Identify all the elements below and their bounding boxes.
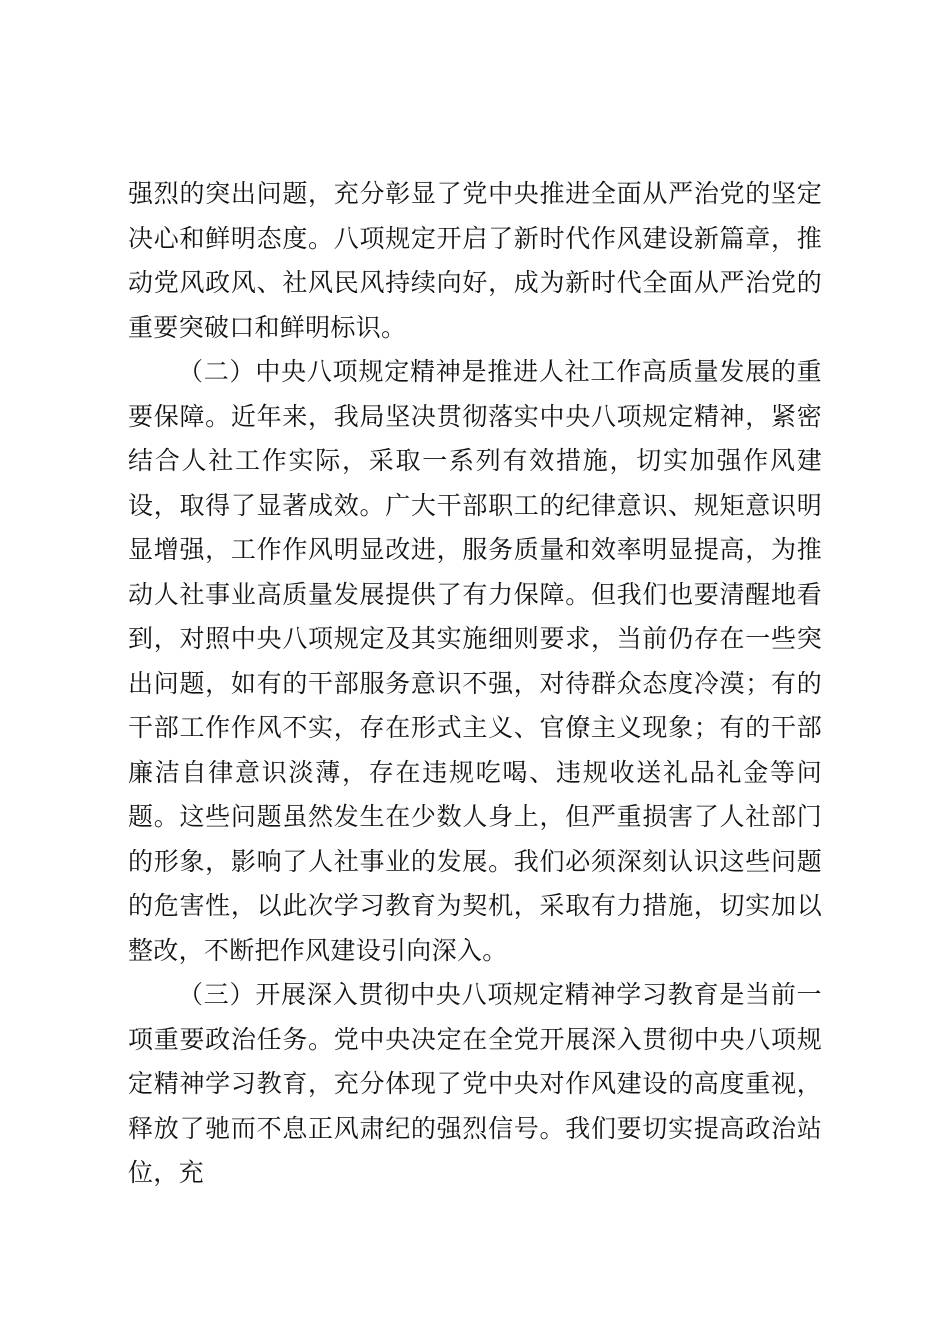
paragraph-3: （三）开展深入贯彻中央八项规定精神学习教育是当前一项重要政治任务。党中央决定在全党开展深入贯彻中央八项规定精神学习教育，充分体现了党中央对作风建设的高度重视，释放了驰而不息正风肃纪的强烈信号。我们要切实提高政治站位，充 [128,980,822,1187]
paragraph-2: （二）中央八项规定精神是推进人社工作高质量发展的重要保障。近年来，我局坚决贯彻落实中央八项规定精神，紧密结合人社工作实际，采取一系列有效措施，切实加强作风建设，取得了显著成效。广大干部职工的纪律意识、规矩意识明显增强，工作作风明显改进，服务质量和效率明显提高，为推动人社事业高质量发展提供了有力保障。但我们也要清醒地看到，对照中央八项规定及其实施细则要求，当前仍存在一些突出问题，如有的干部服务意识不强，对待群众态度冷漠；有的干部工作作风不实，存在形式主义、官僚主义现象；有的干部廉洁自律意识淡薄，存在违规吃喝、违规收送礼品礼金等问题。这些问题虽然发生在少数人身上，但严重损害了人社部门的形象，影响了人社事业的发展。我们必须深刻认识这些问题的危害性，以此次学习教育为契机，采取有力措施，切实加以整改，不断把作风建设引向深入。 [128,357,822,965]
document-body [128,172,822,1196]
paragraph-1: 强烈的突出问题，充分彰显了党中央推进全面从严治党的坚定决心和鲜明态度。八项规定开启了新时代作风建设新篇章，推动党风政风、社风民风持续向好，成为新时代全面从严治党的重要突破口和鲜明标识。 [128,179,822,342]
